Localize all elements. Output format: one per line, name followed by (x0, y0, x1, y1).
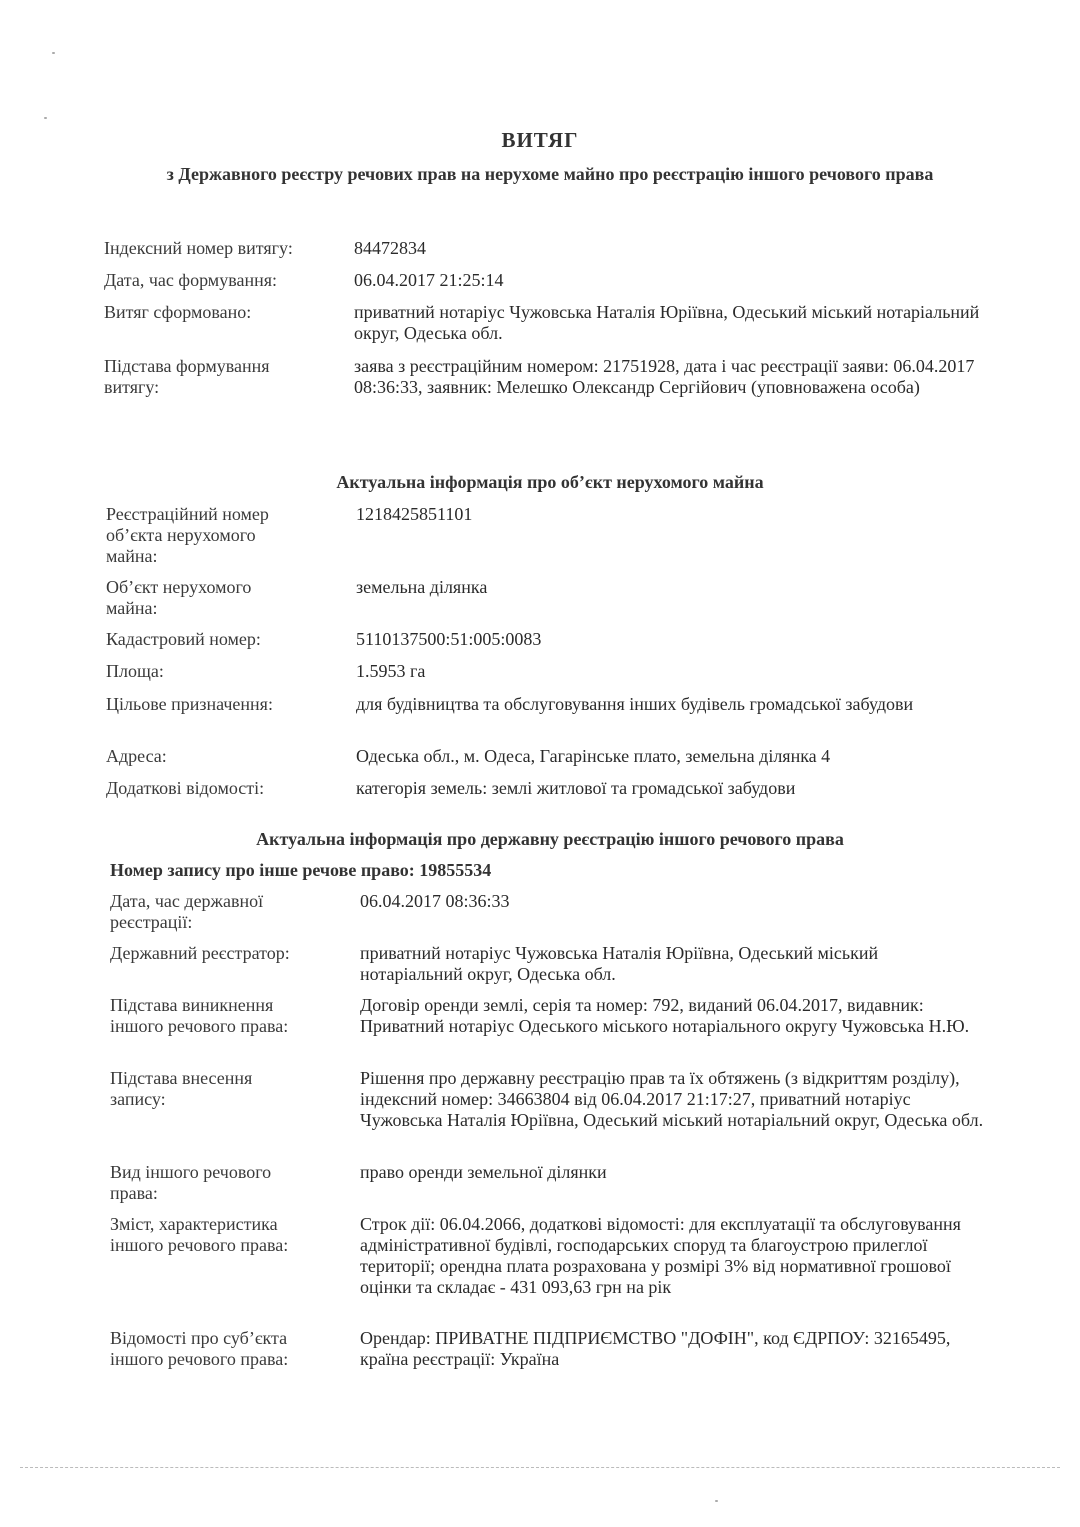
field-value: Одеська обл., м. Одеса, Гагарінське плато, земельна ділянка 4 (356, 746, 831, 766)
field-label: Об’єкт нерухомого майна: (106, 577, 252, 618)
scan-edge-line (20, 1467, 1060, 1468)
property-row-object (106, 577, 986, 619)
field-value: 84472834 (354, 238, 426, 258)
field-label: Цільове призначення: (106, 694, 273, 714)
record-number-heading: Номер запису про інше речове право: 19855534 (110, 860, 492, 880)
right-row-entry-basis (110, 1068, 990, 1131)
field-value: категорія земель: землі житлової та громадської забудови (356, 778, 796, 798)
right-row-registrar (110, 943, 990, 985)
scan-speck (52, 52, 55, 54)
property-section-heading: Актуальна інформація про об’єкт нерухомого майна (336, 472, 764, 492)
property-row-area (106, 661, 986, 682)
field-label: Підстава виникнення іншого речового права: (110, 995, 289, 1036)
info-row-formation-basis (104, 356, 984, 398)
info-row-formed-by (104, 302, 984, 344)
field-value: приватний нотаріус Чужовська Наталія Юріївна, Одеський міський нотаріальний округ, Одеська обл. (360, 943, 879, 984)
field-value: Строк дії: 06.04.2066, додаткові відомості: для експлуатації та обслуговування адміністративної будівлі, господарських споруд та благоустрою прилеглої території; орендна плата розрахована у розмірі 3% від нормативної грошової оцінки та складає - 431 093,63 грн на рік (360, 1214, 961, 1297)
field-value: приватний нотаріус Чужовська Наталія Юріївна, Одеський міський нотаріальний округ, Одеська обл. (354, 302, 980, 343)
property-row-cadastral-number (106, 629, 986, 650)
field-label: Витяг сформовано: (104, 302, 252, 322)
field-label: Підстава внесення запису: (110, 1068, 253, 1109)
field-value: 1.5953 га (356, 661, 426, 681)
field-value: право оренди земельної ділянки (360, 1162, 607, 1182)
field-label: Підстава формування витягу: (104, 356, 270, 397)
field-label: Кадастровий номер: (106, 629, 261, 649)
field-value: Орендар: ПРИВАТНЕ ПІДПРИЄМСТВО "ДОФІН", код ЄДРПОУ: 32165495, країна реєстрації: Україна (360, 1328, 951, 1369)
field-label: Реєстраційний номер об’єкта нерухомого майна: (106, 504, 269, 566)
info-row-formation-date (104, 270, 984, 291)
field-label: Зміст, характеристика іншого речового права: (110, 1214, 289, 1255)
field-label: Відомості про суб’єкта іншого речового права: (110, 1328, 289, 1369)
field-value: 5110137500:51:005:0083 (356, 629, 542, 649)
right-row-content (110, 1214, 990, 1298)
property-row-registration-number (106, 504, 986, 567)
field-label: Індексний номер витягу: (104, 238, 293, 258)
right-row-subject-info (110, 1328, 990, 1370)
field-value: 06.04.2017 21:25:14 (354, 270, 504, 290)
scan-speck (44, 117, 47, 119)
field-label: Державний реєстратор: (110, 943, 290, 963)
field-label: Площа: (106, 661, 164, 681)
field-label: Дата, час державної реєстрації: (110, 891, 264, 932)
field-label: Адреса: (106, 746, 167, 766)
right-row-right-type (110, 1162, 990, 1204)
field-value: для будівництва та обслуговування інших будівель громадської забудови (356, 694, 914, 714)
field-value: заява з реєстраційним номером: 21751928, дата і час реєстрації заяви: 06.04.2017 08:36:33, заявник: Мелешко Олександр Сергійович (уповноважена особа) (354, 356, 975, 397)
property-row-purpose (106, 694, 986, 715)
info-row-index-number (104, 238, 984, 259)
scan-speck (715, 1500, 718, 1502)
right-row-registration-date (110, 891, 990, 933)
field-value: земельна ділянка (356, 577, 488, 597)
field-value: Договір оренди землі, серія та номер: 792, виданий 06.04.2017, видавник: Приватний нотаріус Одеського міського нотаріального округу Чужовська Н.Ю. (360, 995, 970, 1036)
field-value: Рішення про державну реєстрацію прав та їх обтяжень (з відкриттям розділу), індексний номер: 34663804 від 06.04.2017 21:17:27, приватний нотаріус Чужовська Наталія Юріївна, Одеський міський нотаріальний округ, Одеська обл. (360, 1068, 984, 1130)
right-row-origin-basis (110, 995, 990, 1037)
field-label: Вид іншого речового права: (110, 1162, 272, 1203)
field-value: 06.04.2017 08:36:33 (360, 891, 510, 911)
field-label: Дата, час формування: (104, 270, 277, 290)
right-section-heading: Актуальна інформація про державну реєстрацію іншого речового права (256, 829, 844, 849)
document-subtitle: з Державного реєстру речових прав на нерухоме майно про реєстрацію іншого речового права (166, 164, 934, 184)
document-title: ВИТЯГ (501, 128, 579, 152)
field-label: Додаткові відомості: (106, 778, 265, 798)
field-value: 1218425851101 (356, 504, 473, 524)
property-row-address (106, 746, 986, 767)
property-row-additional-info (106, 778, 986, 799)
